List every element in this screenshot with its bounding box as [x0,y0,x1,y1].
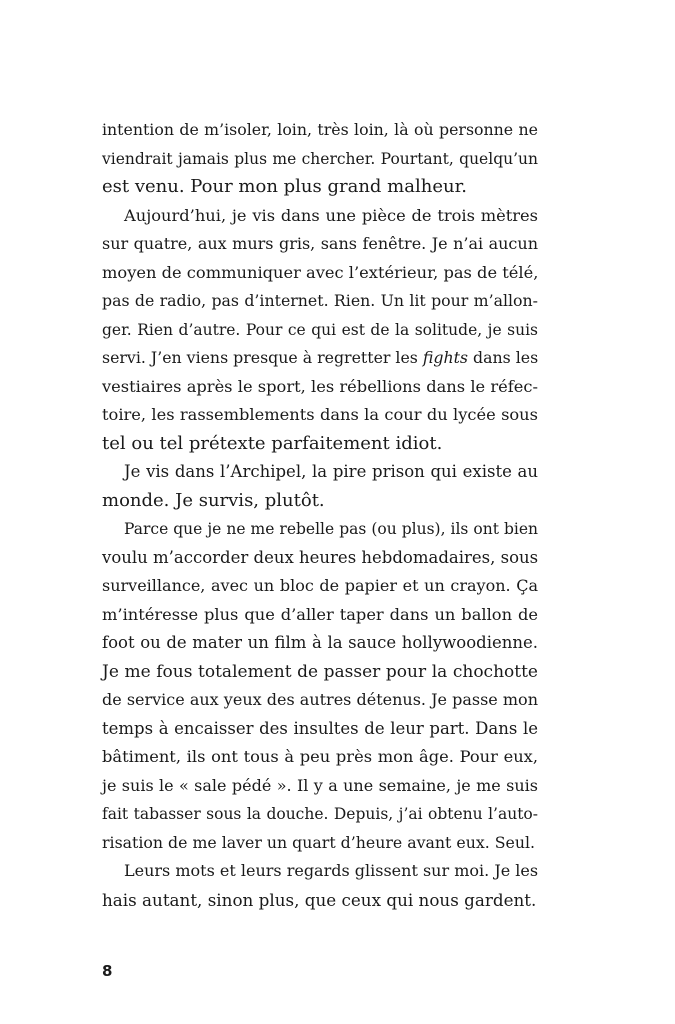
text-line: ger. Rien d’autre. Pour ce qui est de la solitude, je suis [102,320,538,339]
text-line: risation de me laver un quart d’heure avant eux. Seul. [102,832,536,852]
paragraph [102,116,538,202]
paragraph [102,857,538,914]
text-line: fait tabasser sous la douche. Depuis, j’ai obtenu l’auto- [102,805,538,823]
text-line: pas de radio, pas d’internet. Rien. Un lit pour m’allon- [102,291,538,310]
text-line: monde. Je survis, plutôt. [102,489,325,511]
text-line: foot ou de mater un film à la sauce hollywoodienne. [102,633,538,652]
text-line: Aujourd’hui, je vis dans une pièce de trois mètres [124,205,538,225]
text-line: Je vis dans l’Archipel, la pire prison qui existe au [124,462,538,481]
text-line: Leurs mots et leurs regards glissent sur moi. Je les [124,861,539,880]
text-line: bâtiment, ils ont tous à peu près mon âge. Pour eux, [102,747,538,766]
text-line: est venu. Pour mon plus grand malheur. [102,176,467,197]
text-line: viendrait jamais plus me chercher. Pourtant, quelqu’un [102,149,538,168]
text-line: tel ou tel prétexte parfaitement idiot. [102,432,443,454]
page-number: 8 [102,962,113,980]
text-line: toire, les rassemblements dans la cour du lycée sous [102,405,538,424]
text-line: surveillance, avec un bloc de papier et un crayon. Ça [102,576,538,595]
paragraph [102,202,538,459]
text-line: Je me fous totalement de passer pour la chochotte [102,661,538,682]
text-line: je suis le « sale pédé ». Il y a une semaine, je me suis [102,775,538,795]
text-line: moyen de communiquer avec l’extérieur, pas de télé, [102,262,539,282]
text-line: hais autant, sinon plus, que ceux qui nous gardent. [102,889,537,910]
text-line: de service aux yeux des autres détenus. Je passe mon [102,690,538,709]
text-line: m’intéresse plus que d’aller taper dans un ballon de [102,604,538,624]
text-line: intention de m’isoler, loin, très loin, là où personne ne [102,120,538,139]
body-text [102,116,538,914]
paragraph [102,458,538,515]
text-line: Parce que je ne me rebelle pas (ou plus), ils ont bien [124,520,538,538]
text-line: temps à encaisser des insultes de leur part. Dans le [102,718,538,738]
text-line: vestiaires après le sport, les rébellions dans le réfec- [102,376,538,396]
paragraph [102,515,538,857]
text-line: sur quatre, aux murs gris, sans fenêtre. Je n’ai aucun [102,234,538,253]
text-line: voulu m’accorder deux heures hebdomadaires, sous [102,547,539,567]
text-line: servi. J’en viens presque à regretter les fights dans les [102,348,539,367]
